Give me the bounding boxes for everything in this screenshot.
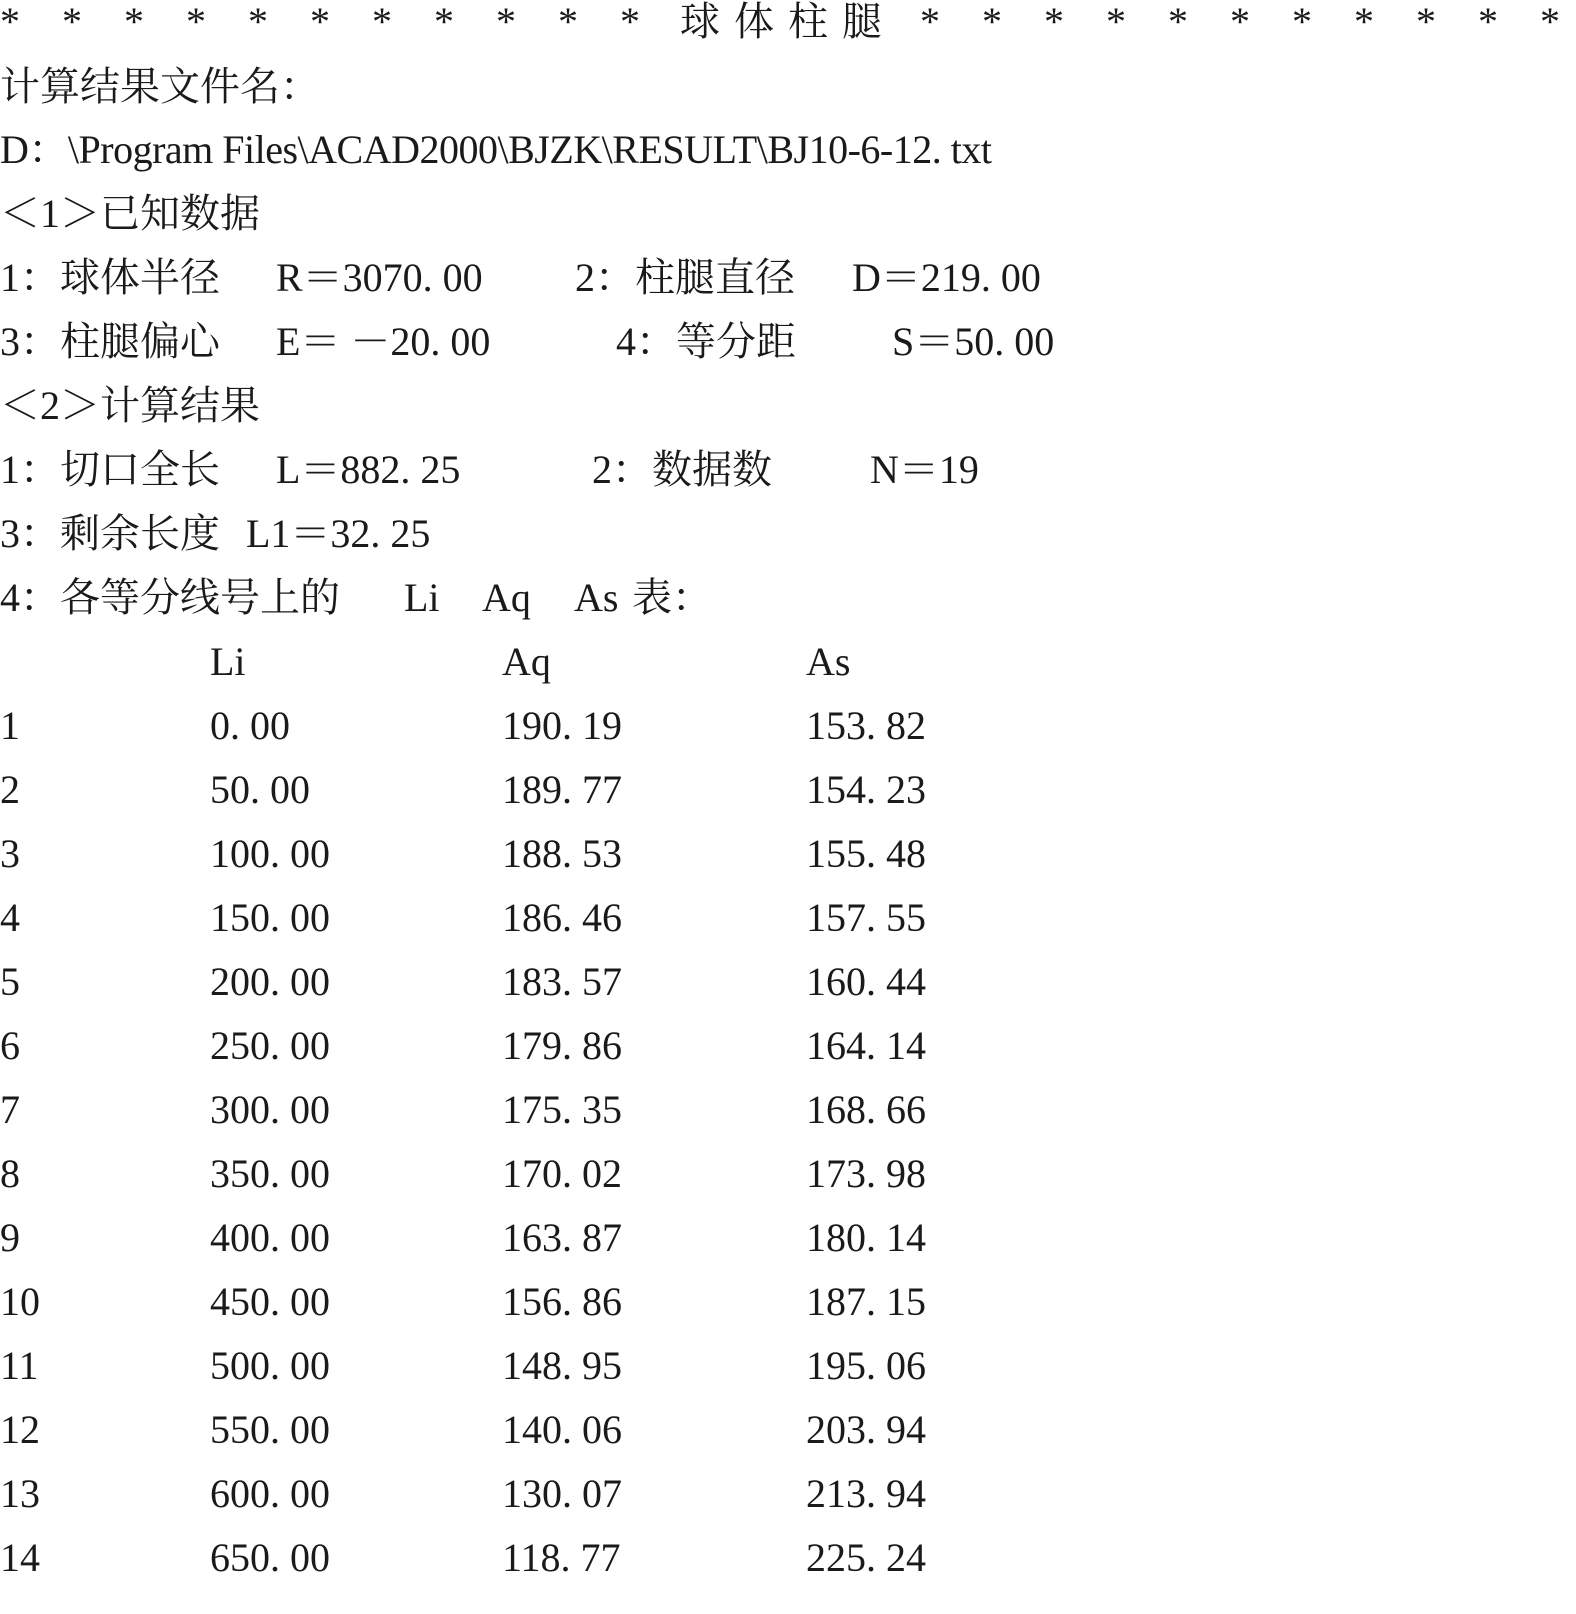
- table-row: [0, 822, 1107, 886]
- known-label-radius: 1：球体半径: [0, 255, 220, 300]
- table-cell-li: 200. 00: [210, 959, 330, 1004]
- file-label: 计算结果文件名：: [0, 64, 320, 109]
- table-cell-as: 173. 98: [806, 1151, 926, 1196]
- banner: [0, 0, 1576, 54]
- table-cell-as: 154. 23: [806, 767, 926, 812]
- table-cell-aq: 156. 86: [502, 1279, 622, 1324]
- table-cell-index: 2: [0, 767, 20, 812]
- table-cell-as: 164. 14: [806, 1023, 926, 1068]
- table-cell-li: 500. 00: [210, 1343, 330, 1388]
- table-row: [0, 1526, 1107, 1590]
- known-value-eccentric: E＝ －20. 00: [276, 319, 491, 364]
- table-cell-aq: 170. 02: [502, 1151, 622, 1196]
- table-cell-as: 213. 94: [806, 1471, 926, 1516]
- table-intro-li: Li: [404, 575, 440, 620]
- table-header-aq: Aq: [502, 639, 551, 684]
- table-cell-aq: 186. 46: [502, 895, 622, 940]
- table-cell-aq: 130. 07: [502, 1471, 622, 1516]
- table-cell-index: 11: [0, 1343, 39, 1388]
- table-cell-as: 168. 66: [806, 1087, 926, 1132]
- table-row: [0, 1078, 1107, 1142]
- result-row-2: [0, 502, 1107, 566]
- table-intro: [0, 566, 1107, 630]
- table-cell-aq: 118. 77: [502, 1535, 621, 1580]
- table-cell-li: 0. 00: [210, 703, 290, 748]
- table-cell-index: 12: [0, 1407, 40, 1452]
- table-cell-as: 155. 48: [806, 831, 926, 876]
- table-cell-index: 10: [0, 1279, 40, 1324]
- table-cell-as: 187. 15: [806, 1279, 926, 1324]
- table-cell-aq: 189. 77: [502, 767, 622, 812]
- table-cell-li: 550. 00: [210, 1407, 330, 1452]
- result-label-count: 2：数据数: [592, 447, 772, 492]
- result-label-length: 1：切口全长: [0, 447, 220, 492]
- known-data-heading: ＜1＞已知数据: [0, 191, 260, 236]
- banner-stars-right: * * * * * * * * * * *: [920, 0, 1576, 44]
- table-intro-prefix: 4：各等分线号上的: [0, 575, 340, 620]
- table-cell-li: 150. 00: [210, 895, 330, 940]
- known-value-spacing: S＝50. 00: [892, 319, 1055, 364]
- table-cell-as: 157. 55: [806, 895, 926, 940]
- table-cell-as: 180. 14: [806, 1215, 926, 1260]
- table-cell-li: 450. 00: [210, 1279, 330, 1324]
- result-label-remaining: 3：剩余长度: [0, 511, 220, 556]
- file-path: D：\Program Files\ACAD2000\BJZK\RESULT\BJ10-6-12. txt: [0, 127, 992, 172]
- table-cell-index: 13: [0, 1471, 40, 1516]
- table-cell-aq: 163. 87: [502, 1215, 622, 1260]
- table-cell-as: 195. 06: [806, 1343, 926, 1388]
- table-cell-as: 160. 44: [806, 959, 926, 1004]
- table-cell-li: 250. 00: [210, 1023, 330, 1068]
- result-value-length: L＝882. 25: [276, 447, 461, 492]
- table-row: [0, 758, 1107, 822]
- table-cell-index: 1: [0, 703, 20, 748]
- table-cell-li: 650. 00: [210, 1535, 330, 1580]
- known-label-spacing: 4：等分距: [616, 319, 796, 364]
- table-cell-as: 203. 94: [806, 1407, 926, 1452]
- table-row: [0, 886, 1107, 950]
- result-row-1: [0, 438, 1107, 502]
- table-cell-index: 14: [0, 1535, 40, 1580]
- known-label-diameter: 2：柱腿直径: [575, 255, 795, 300]
- result-value-remaining: L1＝32. 25: [246, 511, 431, 556]
- table-cell-aq: 188. 53: [502, 831, 622, 876]
- table-intro-as: As: [574, 575, 619, 620]
- banner-stars-left: * * * * * * * * * * *: [0, 0, 656, 44]
- table-cell-index: 5: [0, 959, 20, 1004]
- result-value-count: N＝19: [870, 447, 979, 492]
- table-cell-aq: 148. 95: [502, 1343, 622, 1388]
- table-cell-aq: 179. 86: [502, 1023, 622, 1068]
- table-row: [0, 1206, 1107, 1270]
- known-value-radius: R＝3070. 00: [276, 255, 483, 300]
- table-cell-aq: 140. 06: [502, 1407, 622, 1452]
- table-row: [0, 1462, 1107, 1526]
- table-cell-as: 225. 24: [806, 1535, 926, 1580]
- table-cell-as: 153. 82: [806, 703, 926, 748]
- table-row: [0, 1398, 1107, 1462]
- known-row-2: [0, 310, 1107, 374]
- table-cell-index: 8: [0, 1151, 20, 1196]
- table-cell-aq: 175. 35: [502, 1087, 622, 1132]
- table-cell-aq: 190. 19: [502, 703, 622, 748]
- result-heading: ＜2＞计算结果: [0, 383, 260, 428]
- table-header-li: Li: [210, 639, 246, 684]
- table-cell-li: 100. 00: [210, 831, 330, 876]
- known-row-1: [0, 246, 1107, 310]
- document-title: 球体柱腿: [680, 0, 896, 44]
- table-cell-index: 4: [0, 895, 20, 940]
- table-cell-index: 6: [0, 1023, 20, 1068]
- table-cell-li: 300. 00: [210, 1087, 330, 1132]
- table-cell-index: 9: [0, 1215, 20, 1260]
- table-cell-li: 50. 00: [210, 767, 310, 812]
- table-intro-suffix: 表：: [632, 575, 712, 620]
- table-row: [0, 1270, 1107, 1334]
- table-row: [0, 1334, 1107, 1398]
- table-cell-index: 7: [0, 1087, 20, 1132]
- table-row: [0, 1142, 1107, 1206]
- table-cell-li: 600. 00: [210, 1471, 330, 1516]
- table-header-row: [0, 630, 1107, 694]
- table-cell-aq: 183. 57: [502, 959, 622, 1004]
- table-cell-index: 3: [0, 831, 20, 876]
- table-intro-aq: Aq: [482, 575, 531, 620]
- table-cell-li: 350. 00: [210, 1151, 330, 1196]
- table-row: [0, 950, 1107, 1014]
- known-label-eccentric: 3：柱腿偏心: [0, 319, 220, 364]
- table-row: [0, 1014, 1107, 1078]
- known-value-diameter: D＝219. 00: [852, 255, 1041, 300]
- table-header-as: As: [806, 639, 851, 684]
- table-cell-li: 400. 00: [210, 1215, 330, 1260]
- table-row: [0, 694, 1107, 758]
